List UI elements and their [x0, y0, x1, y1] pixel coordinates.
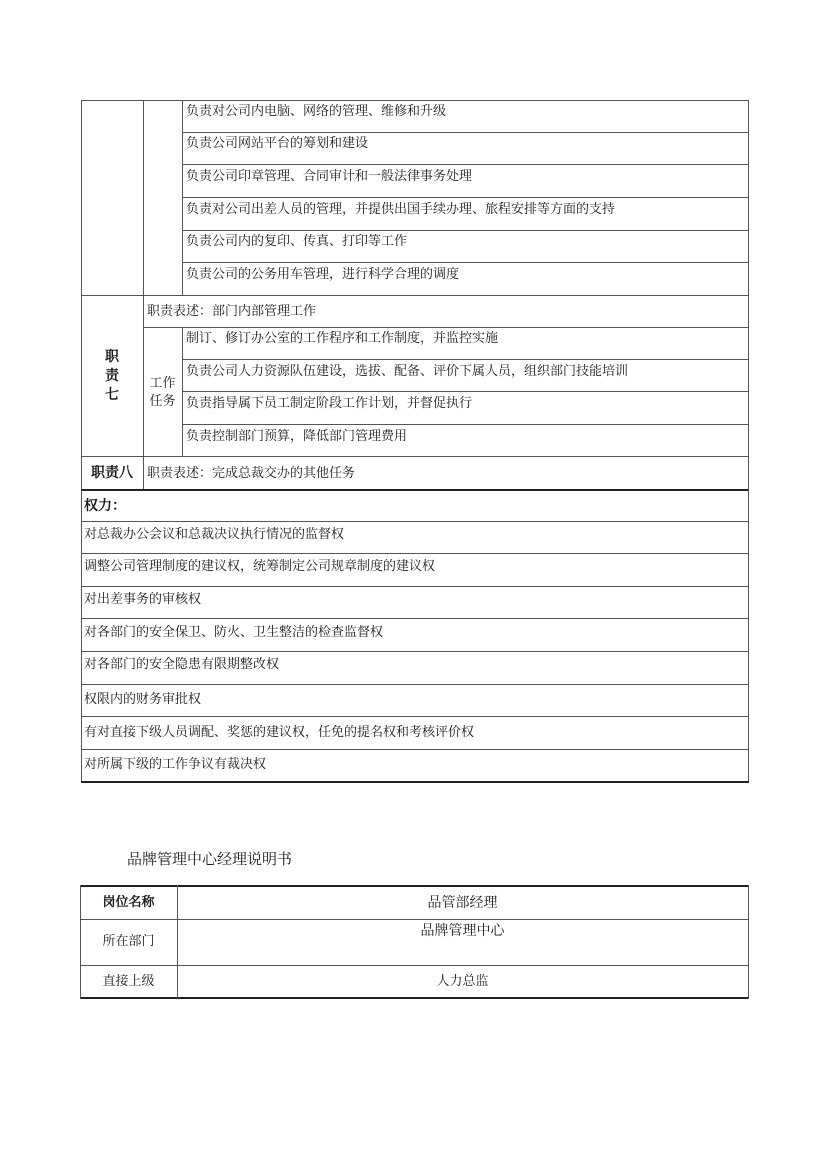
prior-task: 负责公司内的复印、传真、打印等工作	[186, 234, 408, 249]
position-name-label: 岗位名称	[102, 895, 155, 910]
duty7-task: 负责控制部门预算，降低部门管理费用	[186, 429, 408, 444]
supervisor-label: 直接上级	[102, 974, 155, 989]
duty7-task: 负责公司人力资源队伍建设，选拔、配备、评价下属人员，组织部门技能培训	[186, 364, 629, 379]
power-item: 权限内的财务审批权	[84, 692, 202, 707]
powers-title: 权力：	[84, 498, 126, 514]
power-item: 对各部门的安全保卫、防火、卫生整洁的检查监督权	[84, 625, 384, 640]
prior-task: 负责公司印章管理、合同审计和一般法律事务处理	[186, 169, 473, 184]
power-item: 调整公司管理制度的建议权，统筹制定公司规章制度的建议权	[84, 559, 436, 574]
duty7-task: 制订、修订办公室的工作程序和工作制度，并监控实施	[186, 331, 499, 346]
supervisor-value: 人力总监	[436, 974, 489, 989]
power-item: 有对直接下级人员调配、奖惩的建议权，任免的提名权和考核评价权	[84, 725, 475, 740]
position-name-value: 品管部经理	[427, 895, 498, 911]
work-task-label: 工作 任务	[149, 376, 176, 409]
duty7-statement: 职责表述：部门内部管理工作	[147, 304, 317, 319]
prior-task: 负责公司的公务用车管理，进行科学合理的调度	[186, 267, 460, 282]
power-item: 对各部门的安全隐患有限期整改权	[84, 657, 280, 672]
prior-task: 负责公司网站平台的筹划和建设	[186, 136, 369, 151]
next-doc-title: 品牌管理中心经理说明书	[127, 850, 293, 868]
prior-task: 负责对公司出差人员的管理，并提供出国手续办理、旅程安排等方面的支持	[186, 202, 616, 217]
prior-task: 负责对公司内电脑、网络的管理、维修和升级	[186, 104, 447, 119]
duty8-label: 职责八	[91, 465, 133, 481]
power-item: 对出差事务的审核权	[84, 592, 202, 607]
duty7-label: 职 责 七	[105, 349, 119, 403]
power-item: 对总裁办公会议和总裁决议执行情况的监督权	[84, 527, 345, 542]
duty7-task: 负责指导属下员工制定阶段工作计划，并督促执行	[186, 396, 473, 411]
department-value: 品牌管理中心	[420, 923, 505, 939]
department-label: 所在部门	[102, 934, 155, 949]
power-item: 对所属下级的工作争议有裁决权	[84, 757, 267, 772]
duty8-statement: 职责表述：完成总裁交办的其他任务	[147, 466, 356, 481]
